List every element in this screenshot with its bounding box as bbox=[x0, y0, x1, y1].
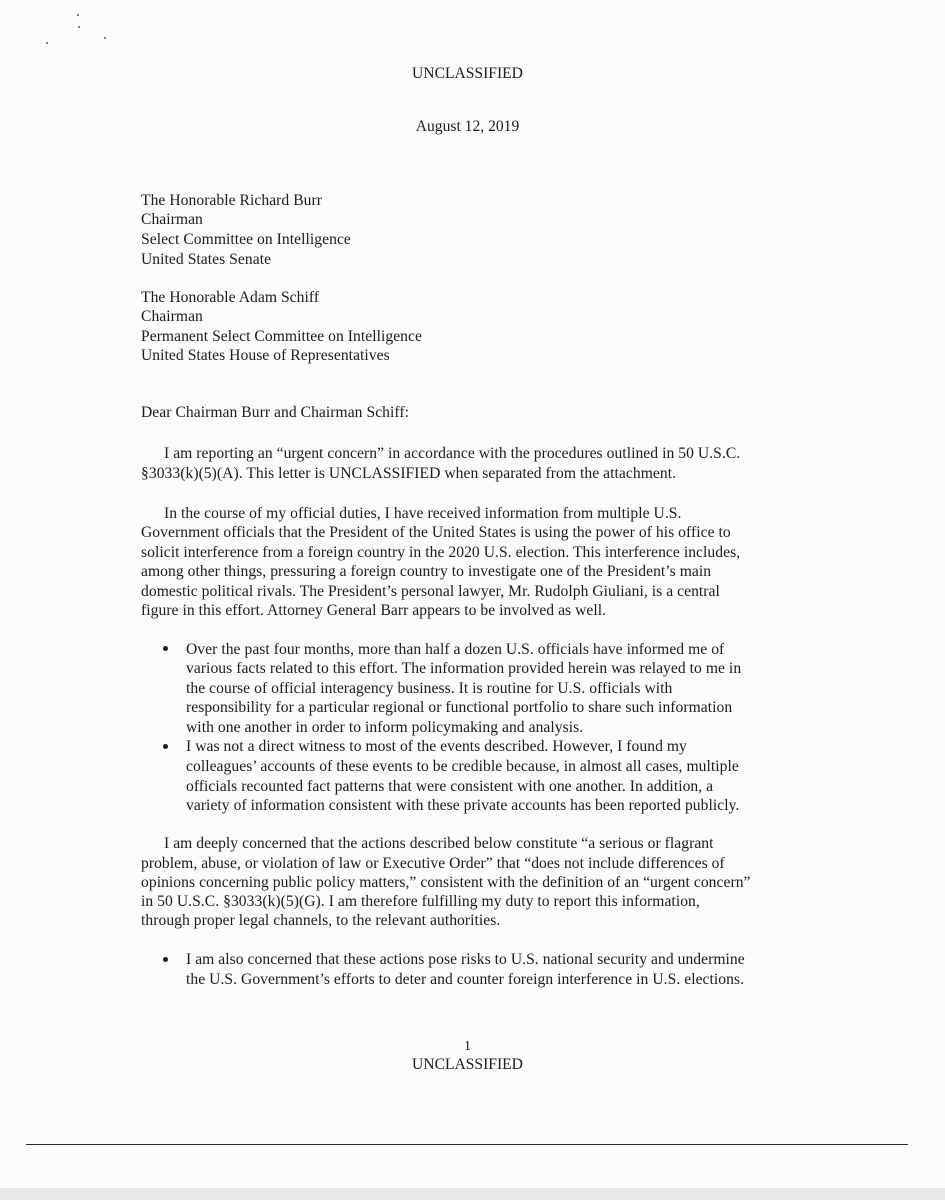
paragraph-line: domestic political rivals. The President’s personal lawyer, Mr. Rudolph Giuliani, is a central bbox=[141, 583, 720, 600]
classification-header: UNCLASSIFIED bbox=[412, 65, 523, 82]
bullet-icon bbox=[163, 957, 168, 962]
bullet-line: various facts related to this effort. The information provided herein was relayed to me in bbox=[186, 660, 742, 677]
scan-speck bbox=[46, 42, 48, 44]
addressee-line: United States House of Representatives bbox=[141, 347, 390, 364]
classification-footer: UNCLASSIFIED bbox=[412, 1056, 523, 1073]
addressee-line: Chairman bbox=[141, 308, 203, 325]
paragraph-line: opinions concerning public policy matters,” consistent with the definition of an “urgent concern” bbox=[141, 874, 751, 891]
addressee-line: Select Committee on Intelligence bbox=[141, 231, 351, 248]
paragraph-line: through proper legal channels, to the relevant authorities. bbox=[141, 912, 501, 929]
scan-speck bbox=[77, 14, 79, 16]
paragraph-line: I am deeply concerned that the actions described below constitute “a serious or flagrant bbox=[164, 835, 714, 852]
bullet-line: the course of official interagency business. It is routine for U.S. officials with bbox=[186, 680, 673, 697]
bullet-line: I was not a direct witness to most of the events described. However, I found my bbox=[186, 738, 687, 755]
scan-speck bbox=[78, 26, 80, 28]
paragraph-line: Government officials that the President of the United States is using the power of his office to bbox=[141, 524, 731, 541]
addressee-line: Permanent Select Committee on Intelligence bbox=[141, 328, 422, 345]
bullet-line: the U.S. Government’s efforts to deter and counter foreign interference in U.S. elections. bbox=[186, 971, 745, 988]
paragraph-line: figure in this effort. Attorney General Barr appears to be involved as well. bbox=[141, 602, 607, 619]
bullet-line: responsibility for a particular regional or functional portfolio to share such information bbox=[186, 699, 733, 716]
bullet-icon bbox=[163, 646, 168, 651]
bullet-line: variety of information consistent with these private accounts has been reported publicly. bbox=[186, 797, 740, 814]
salutation: Dear Chairman Burr and Chairman Schiff: bbox=[141, 404, 409, 421]
paragraph-line: In the course of my official duties, I have received information from multiple U.S. bbox=[164, 505, 682, 522]
bullet-line: colleagues’ accounts of these events to be credible because, in almost all cases, multiple bbox=[186, 758, 739, 775]
addressee-line: Chairman bbox=[141, 211, 203, 228]
addressee-line: The Honorable Richard Burr bbox=[141, 192, 323, 209]
addressee-line: United States Senate bbox=[141, 251, 272, 268]
paragraph-line: among other things, pressuring a foreign country to investigate one of the President’s main bbox=[141, 563, 712, 580]
bullet-icon bbox=[163, 744, 168, 749]
page-number: 1 bbox=[464, 1039, 471, 1054]
scan-speck bbox=[104, 37, 106, 39]
paragraph-line: in 50 U.S.C. §3033(k)(5)(G). I am therefore fulfilling my duty to report this information, bbox=[141, 893, 700, 910]
page-edge-rule bbox=[26, 1144, 908, 1145]
paragraph-line: §3033(k)(5)(A). This letter is UNCLASSIFIED when separated from the attachment. bbox=[141, 465, 677, 482]
addressee-line: The Honorable Adam Schiff bbox=[141, 289, 320, 306]
bullet-line: Over the past four months, more than half a dozen U.S. officials have informed me of bbox=[186, 641, 725, 658]
letter-date: August 12, 2019 bbox=[415, 118, 520, 135]
bullet-line: officials recounted fact patterns that were consistent with one another. In addition, a bbox=[186, 778, 714, 795]
paragraph-line: I am reporting an “urgent concern” in accordance with the procedures outlined in 50 U.S.C. bbox=[164, 445, 741, 462]
paragraph-line: problem, abuse, or violation of law or Executive Order” that “does not include differences of bbox=[141, 855, 725, 872]
bullet-line: with one another in order to inform policymaking and analysis. bbox=[186, 719, 584, 736]
bullet-line: I am also concerned that these actions pose risks to U.S. national security and undermine bbox=[186, 951, 745, 968]
page-bottom-strip bbox=[0, 1188, 945, 1200]
paragraph-line: solicit interference from a foreign country in the 2020 U.S. election. This interference includes, bbox=[141, 544, 741, 561]
